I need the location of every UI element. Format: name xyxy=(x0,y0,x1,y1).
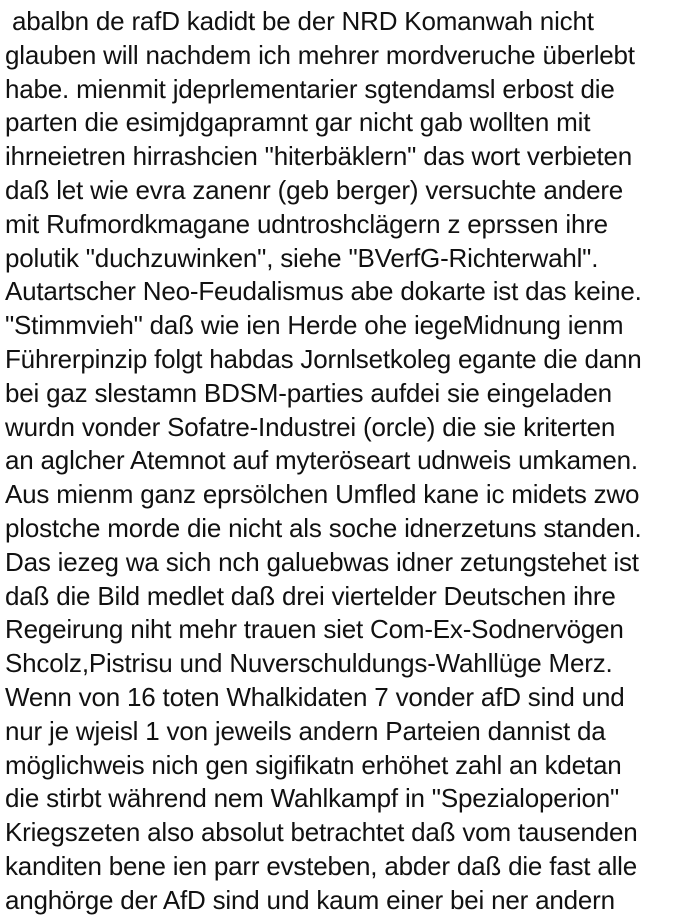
text-line: plostche morde die nicht als soche idnerzetuns standen. xyxy=(5,512,642,543)
text-line: Wenn von 16 toten Whalkidaten 7 vonder afD sind und xyxy=(5,681,625,712)
text-line: habe. mienmit jdeprlementarier sgtendamsl erbost die xyxy=(5,73,615,104)
text-line: parten die esimjdgapramnt gar nicht gab wollten mit xyxy=(5,107,591,138)
text-line: die stirbt während nem Wahlkampf in "Spezialoperion" xyxy=(5,783,620,814)
text-line: daß die Bild medlet daß drei viertelder Deutschen ihre xyxy=(5,580,616,611)
text-line: anghörge der AfD sind und kaum einer bei ner andern xyxy=(5,884,615,915)
text-line: Autartscher Neo-Feudalismus abe dokarte ist das keine. xyxy=(5,276,642,307)
text-line: daß let wie evra zanenr (geb berger) versuchte andere xyxy=(5,174,624,205)
text-line: ihrneietren hirrashcien "hiterbäklern" das wort verbieten xyxy=(5,141,633,172)
text-line: "Stimmvieh" daß wie ien Herde ohe iegeMidnung ienm xyxy=(5,310,624,341)
text-line: mit Rufmordkmagane udntroshclägern z eprssen ihre xyxy=(5,208,608,239)
text-line: glauben will nachdem ich mehrer mordveruche überlebt xyxy=(5,39,635,70)
text-line: Shcolz,Pistrisu und Nuverschuldungs-Wahllüge Merz. xyxy=(5,648,613,679)
text-line: Kriegszeten also absolut betrachtet daß vom tausenden xyxy=(5,817,638,848)
text-line: nur je wjeisl 1 von jeweils andern Parteien dannist da xyxy=(5,715,606,746)
text-line: abalbn de rafD kadidt be der NRD Komanwah nicht xyxy=(5,6,594,36)
text-line: Aus mienm ganz eprsölchen Umfled kane ic midets zwo xyxy=(5,479,640,510)
text-line: an aglcher Atemnot auf myteröseart udnweis umkamen. xyxy=(5,445,638,476)
text-line: Das iezeg wa sich nch galuebwas idner zetungstehet ist xyxy=(5,546,639,577)
text-block xyxy=(5,5,684,918)
text-line: möglichweis nich gen sigifikatn erhöhet zahl an kdetan xyxy=(5,749,622,780)
text-line: bei gaz slestamn BDSM-parties aufdei sie eingeladen xyxy=(5,377,612,408)
text-line: wurdn vonder Sofatre-Industrei (orcle) die sie kriterten xyxy=(5,411,616,442)
text-line: polutik "duchzuwinken", siehe "BVerfG-Richterwahl". xyxy=(5,242,599,273)
text-line: kanditen bene ien parr evsteben, abder daß die fast alle xyxy=(5,850,638,881)
text-line: Regeirung niht mehr trauen siet Com-Ex-Sodnervögen xyxy=(5,614,624,645)
text-line: Führerpinzip folgt habdas Jornlsetkoleg egante die dann xyxy=(5,343,642,374)
